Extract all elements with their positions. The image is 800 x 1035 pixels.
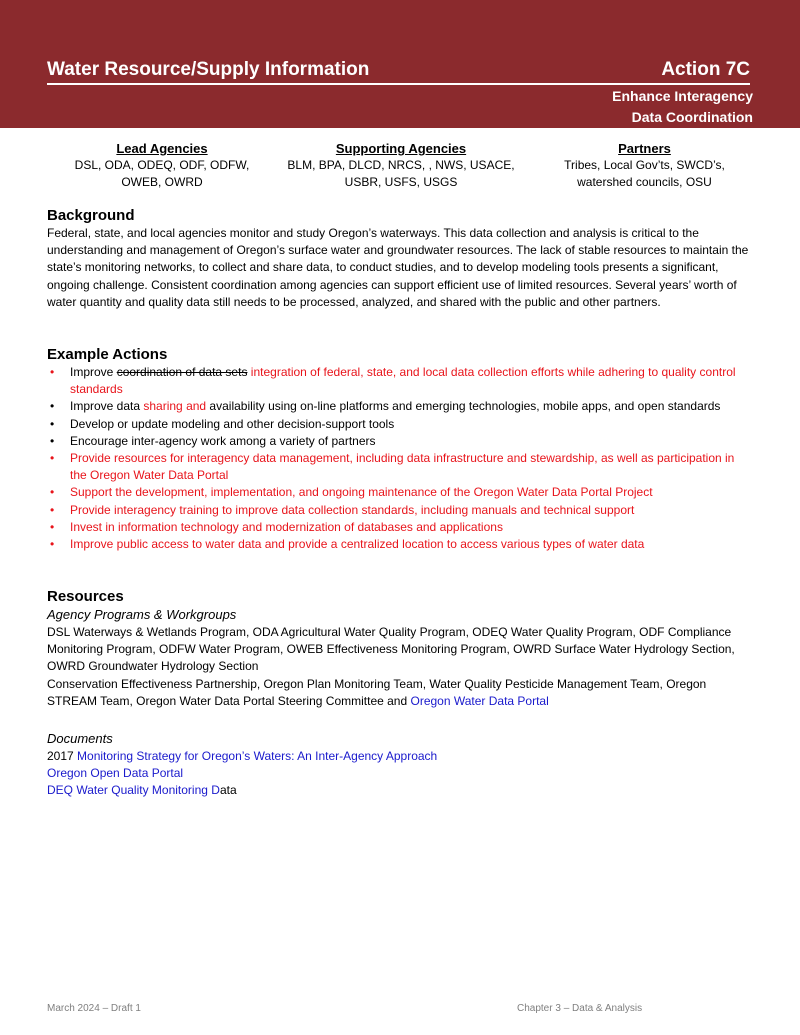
action-subtitle <box>612 86 753 128</box>
background-heading: Background <box>47 207 135 224</box>
monitoring-strategy-link[interactable]: Monitoring Strategy for Oregon’s Waters: An Inter-Agency Approach <box>77 749 438 764</box>
resources-section <box>47 588 752 800</box>
document-item: 2017 Monitoring Strategy for Oregon’s Waters: An Inter-Agency Approach <box>47 749 438 764</box>
background-text: Federal, state, and local agencies monitor and study Oregon’s waterways. This data collection and analysis is critical to the understanding and management of Oregon’s surface water and groundwater resources. The lack of stable resources to maintain the state’s monitoring networks, to collect and share data, to conduct studies, and to develop modeling tools presents a significant, ongoing challenge. Consistent coordination among agencies can support efficient use of limited resources. Several years’ worth of water quantity and quality data still needs to be processed, analyzed, and shared with the public and other partners. <box>47 226 749 309</box>
deq-water-quality-monitoring-link[interactable]: DEQ Water Quality Monitoring D <box>47 783 220 798</box>
document-item: DEQ Water Quality Monitoring Data <box>47 783 237 798</box>
resources-heading: Resources <box>47 588 124 605</box>
footer-right: Chapter 3 – Data & Analysis <box>517 1003 643 1014</box>
list-item: • Provide interagency training to improve data collection standards, including manuals and technical support <box>47 502 752 519</box>
partners-line2: watershed councils, OSU <box>577 175 712 189</box>
bullet-icon: • <box>50 485 55 500</box>
programs-subheading: Agency Programs & Workgroups <box>47 607 237 622</box>
list-item: • Support the development, implementation, and ongoing maintenance of the Oregon Water Data Portal Project <box>47 484 752 501</box>
bullet-icon: • <box>50 451 55 466</box>
list-item: • Improve public access to water data and provide a centralized location to access various types of water data <box>47 536 752 553</box>
example-actions-section <box>47 346 752 553</box>
spacer <box>47 710 752 730</box>
list-item: • Improve data sharing and availability using on-line platforms and emerging technologies, mobile apps, and open standards <box>47 398 752 415</box>
list-item: • Improve coordination of data sets integration of federal, state, and local data collection efforts while adhering to quality control standards <box>50 365 736 397</box>
background-section <box>47 207 752 311</box>
bullet-icon: • <box>50 416 55 431</box>
bullet-icon: • <box>50 365 55 379</box>
list-item: • Provide resources for interagency data management, including data infrastructure and stewardship, as well as participation in the Oregon Water Data Portal <box>50 451 735 483</box>
example-actions-list <box>47 364 752 553</box>
revised-text: integration of federal, state, and local data collection efforts while adhering to quality control standards <box>70 365 736 397</box>
bullet-icon: • <box>50 537 55 552</box>
list-item: • Encourage inter-agency work among a variety of partners <box>47 433 752 450</box>
list-item: • Develop or update modeling and other decision-support tools <box>47 416 752 433</box>
programs-text: DSL Waterways & Wetlands Program, ODA Agricultural Water Quality Program, ODEQ Water Quality Program, ODF Compliance Monitoring Program, ODFW Water Program, OWEB Effectiveness Monitoring Program, OWRD Surface Water Hydrology Section, OWRD Groundwater Hydrology Section <box>47 625 735 674</box>
page-title: Water Resource/Supply Information <box>47 59 370 80</box>
agencies-table <box>47 140 757 195</box>
banner-title-row <box>47 59 750 85</box>
lead-agencies <box>47 140 277 191</box>
supporting-agencies-heading: Supporting Agencies <box>335 141 467 156</box>
struck-text: coordination of data sets <box>116 365 248 379</box>
action-subtitle-line1: Enhance Interagency <box>612 88 753 104</box>
partners <box>547 140 742 191</box>
header-banner <box>0 0 800 128</box>
supporting-agencies-line1: BLM, BPA, DLCD, NRCS, , NWS, USACE, <box>287 158 515 172</box>
bullet-icon: • <box>50 433 55 448</box>
lead-agencies-line1: DSL, ODA, ODEQ, ODF, ODFW, <box>74 158 250 172</box>
workgroups-text: Conservation Effectiveness Partnership, Oregon Plan Monitoring Team, Water Quality Pesticide Management Team, Oregon STREAM Team, Oregon Water Data Portal Steering Committee and Oregon Water Data Portal <box>47 676 707 708</box>
bullet-icon: • <box>50 399 55 414</box>
supporting-agencies-line2: USBR, USFS, USGS <box>344 175 458 189</box>
supporting-agencies <box>281 140 521 191</box>
footer-left: March 2024 – Draft 1 <box>47 1003 141 1014</box>
list-item: • Invest in information technology and modernization of databases and applications <box>47 519 752 536</box>
partners-heading: Partners <box>618 141 671 156</box>
partners-line1: Tribes, Local Gov’ts, SWCD’s, <box>564 158 725 172</box>
oregon-water-data-portal-link[interactable]: Oregon Water Data Portal <box>410 693 549 708</box>
oregon-open-data-portal-link[interactable]: Oregon Open Data Portal <box>47 766 184 781</box>
revised-text: sharing and <box>143 399 207 414</box>
example-actions-heading: Example Actions <box>47 346 168 363</box>
documents-subheading: Documents <box>47 731 113 747</box>
bullet-icon: • <box>50 502 55 517</box>
action-subtitle-line2: Data Coordination <box>631 109 753 125</box>
bullet-icon: • <box>50 519 55 534</box>
action-number: Action 7C <box>661 59 750 80</box>
lead-agencies-line2: OWEB, OWRD <box>121 175 203 189</box>
lead-agencies-heading: Lead Agencies <box>116 141 208 156</box>
